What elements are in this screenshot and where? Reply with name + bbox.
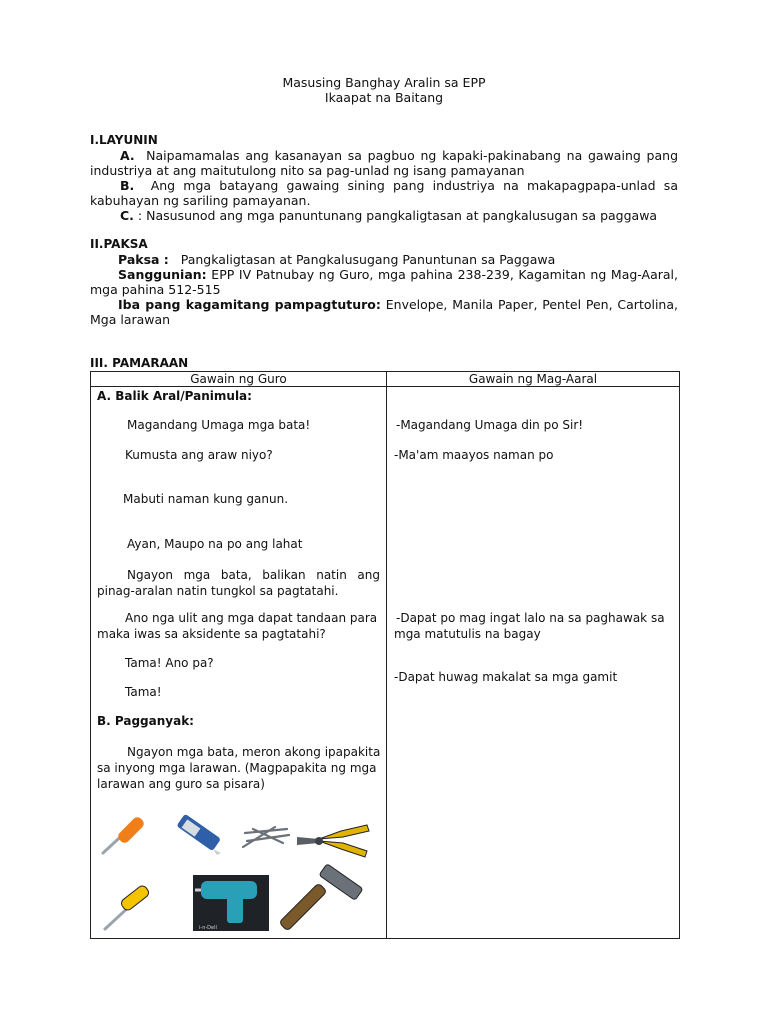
layunin-item-b [90,178,678,208]
tools-illustration [97,811,377,935]
guro-line: Ayan, Maupo na po ang lahat [127,537,303,551]
iba-kagamitan-line [90,297,678,327]
paksa-label: Paksa : [118,252,169,267]
document-subtitle: Ikaapat na Baitang [324,90,444,105]
mag-aaral-line: mga matutulis na bagay [394,627,541,641]
layunin-item-a-letter: A. [120,148,135,163]
col-header-guro: Gawain ng Guro [91,372,387,387]
guro-line: Ngayon mga bata, balikan natin ang [127,568,380,582]
iba-kagamitan-value: Envelope, Manila Paper, Pentel Pen, Cartolina, Mga larawan [90,297,678,327]
mag-aaral-cell [387,387,680,939]
guro-line: sa inyong mga larawan. (Magpapakita ng mga [97,761,377,775]
guro-line: Mabuti naman kung ganun. [123,492,289,506]
layunin-item-a [90,148,678,178]
guro-line: Ngayon mga bata, meron akong ipapakita [127,745,381,759]
layunin-item-c-text: : Nasusunod ang mga panuntunang pangkaligtasan at pangkalusugan sa paggawa [137,208,658,223]
guro-line: Tama! [125,685,162,699]
utility-knife-icon [176,814,221,855]
guro-line: pinag-aralan natin tungkol sa pagtatahi. [97,584,339,598]
layunin-heading: I.LAYUNIN [90,133,158,147]
pagganyak-heading: B. Pagganyak: [97,714,194,728]
balik-aral-heading: A. Balik Aral/Panimula: [97,389,252,403]
table-row [91,387,680,939]
guro-line: maka iwas sa aksidente sa pagtatahi? [97,627,326,641]
mag-aaral-line: -Ma'am maayos naman po [394,448,554,462]
guro-line: Magandang Umaga mga bata! [127,418,311,432]
document-title: Masusing Banghay Aralin sa EPP [282,75,486,90]
paksa-line [90,252,678,267]
table-header-row [91,372,680,387]
drill-label: i-n-Dell [199,925,217,931]
guro-line: Ano nga ulit ang mga dapat tandaan para [125,611,378,625]
sanggunian-value: EPP IV Patnubay ng Guro, mga pahina 238-239, Kagamitan ng Mag-Aaral, mga pahina 512-515 [90,267,678,297]
col-header-mag-aaral: Gawain ng Mag-Aaral [387,372,680,387]
paksa-value: Pangkaligtasan at Pangkalusugang Panuntunan sa Paggawa [180,252,556,267]
layunin-item-b-text: Ang mga batayang gawaing sining pang industriya na makapagpapa-unlad sa kabuhayan ng sariling pamayanan. [90,178,678,208]
mag-aaral-line: -Magandang Umaga din po Sir! [396,418,584,432]
guro-line: larawan ang guro sa pisara) [97,777,265,791]
layunin-item-b-letter: B. [120,178,135,193]
power-drill-icon [193,875,269,931]
mag-aaral-line: -Dapat huwag makalat sa mga gamit [394,670,618,684]
guro-line: Tama! Ano pa? [125,656,214,670]
sanggunian-line [90,267,678,297]
guro-cell [91,387,387,939]
screwdriver-yellow-icon [105,884,151,929]
layunin-item-c [90,208,678,223]
sanggunian-label: Sanggunian: [118,267,207,282]
layunin-item-a-text: Naipamamalas ang kasanayan sa pagbuo ng kapaki-pakinabang na gawaing pang industriya at ang maitutulong nito sa pag-unlad ng isang pamayanan [90,148,679,178]
screwdriver-orange-icon [103,815,146,853]
pamaraan-table [90,371,680,939]
paksa-heading: II.PAKSA [90,237,148,251]
hammer-icon [279,864,363,931]
pamaraan-heading: III. PAMARAAN [90,356,189,370]
mag-aaral-line: -Dapat po mag ingat lalo na sa paghawak sa [396,611,665,625]
iba-kagamitan-label: Iba pang kagamitang pampagtuturo: [118,297,381,312]
layunin-item-c-letter: C. [120,208,134,223]
pliers-icon [297,825,369,857]
guro-line: Kumusta ang araw niyo? [125,448,273,462]
nails-icon [243,827,289,847]
